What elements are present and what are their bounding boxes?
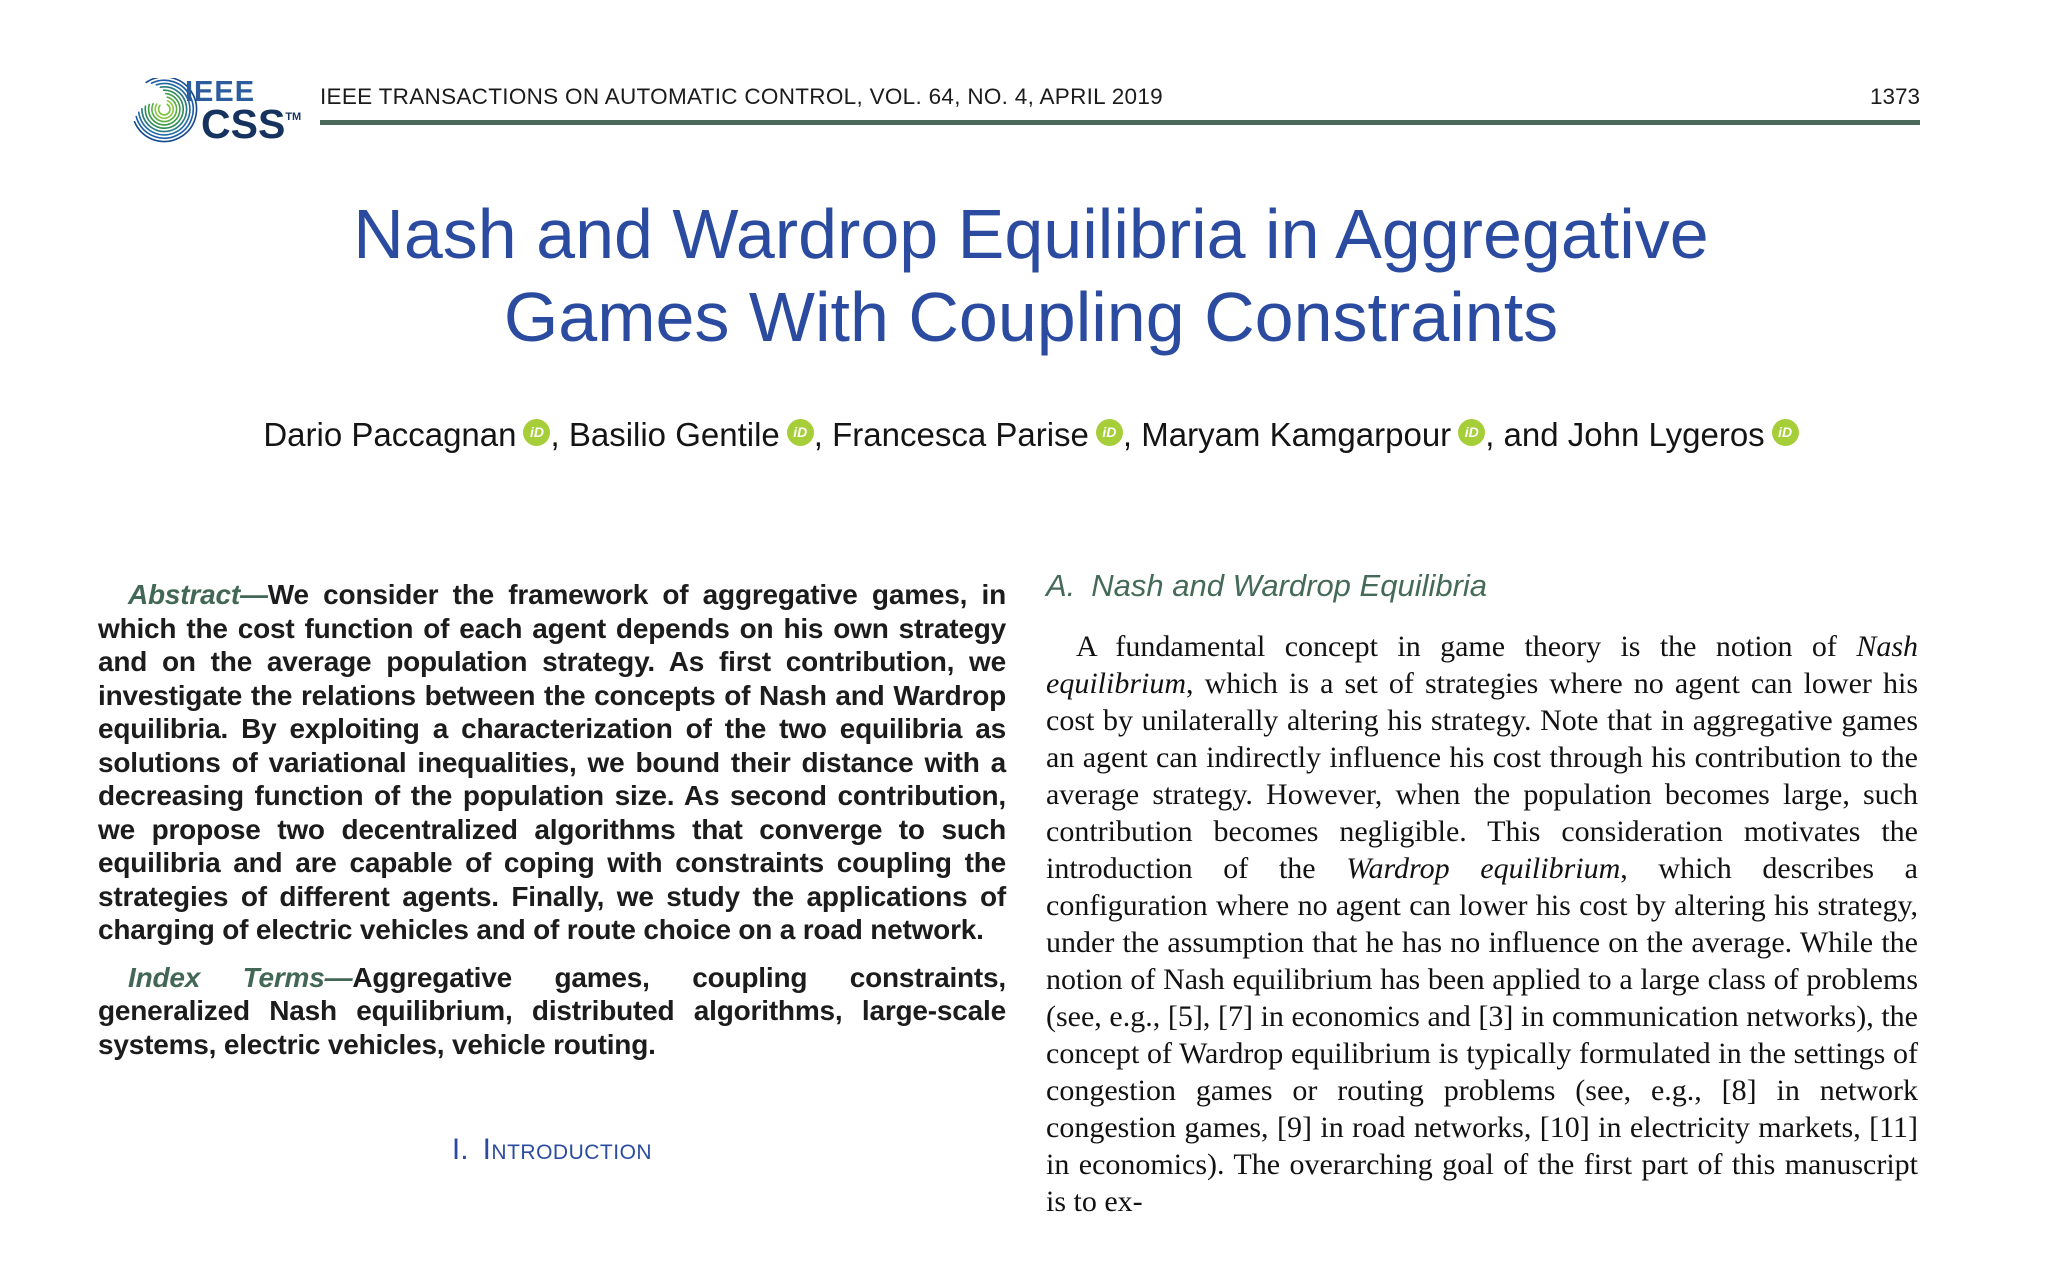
index-terms-text: Aggregative games, coupling constraints, generalized Nash equilibrium, distributed algorithms, large-scale systems, electric vehicles, vehicle routing. (98, 961, 1006, 1060)
orcid-icon[interactable]: iD (523, 419, 550, 446)
abstract-paragraph (98, 578, 1006, 947)
author-name: Dario Paccagnan (263, 416, 517, 453)
author-name: Maryam Kamgarpour (1141, 416, 1452, 453)
left-column (98, 578, 1006, 1192)
logo-css-label: CSS (201, 101, 286, 147)
abstract-text: We consider the framework of aggregative games, in which the cost function of each agent depends on his own strategy and on the average population strategy. As first contribution, we investigate the relations between the concepts of Nash and Wardrop equilibria. By exploiting a characterization of the two equilibria as solutions of variational inequalities, we bound their distance with a decreasing function of the population size. As second contribution, we propose two decentralized algorithms that converge to such equilibria and are capable of coping with constraints coupling the strategies of different agents. Finally, we study the applications of charging of electric vehicles and of route choice on a road network. (98, 579, 1006, 945)
section-title: Introduction (482, 1133, 653, 1166)
orcid-icon[interactable]: iD (1096, 419, 1123, 446)
paper-title (0, 193, 2062, 359)
paper-title-line1: Nash and Wardrop Equilibria in Aggregative (353, 194, 1709, 273)
index-terms-label: Index Terms— (128, 961, 353, 993)
subsection-number: A. (1046, 568, 1076, 603)
body-paragraph: A fundamental concept in game theory is the notion of Nash equilibrium, which is a set of strategies where no agent can lower his cost by unilaterally altering his strategy. Note that in aggregative games an agent can indirectly influence his cost through his contribution to the average strategy. However, when the population becomes large, such contribution becomes negligible. This consideration motivates the introduction of the Wardrop equilibrium, which describes a configuration where no agent can lower his cost by altering his strategy, under the assumption that he has no influence on the average. While the notion of Nash equilibrium has been applied to a large class of problems (see, e.g., [5], [7] in economics and [3] in communication networks), the concept of Wardrop equilibrium is typically formulated in the settings of congestion games or routing problems (see, e.g., [8] in network congestion games, [9] in road networks, [10] in electricity markets, [11] in economics). The overarching goal of the first part of this manuscript is to ex- (1046, 630, 1918, 1218)
ieee-css-logo (112, 76, 342, 148)
paper-title-line2: Games With Coupling Constraints (503, 277, 1559, 356)
index-terms-paragraph (98, 961, 1006, 1062)
author-name: John Lygeros (1567, 416, 1765, 453)
author-separator: , (813, 416, 833, 453)
page-number: 1373 (1869, 84, 1920, 109)
orcid-icon[interactable]: iD (1772, 419, 1799, 446)
author-separator: , (550, 416, 569, 453)
author-line (0, 416, 2062, 454)
section-heading-introduction (98, 1133, 1006, 1167)
author-name: Francesca Parise (832, 416, 1089, 453)
author-separator: , and (1485, 416, 1568, 453)
logo-css-text (201, 101, 301, 148)
logo-ieee-text: IEEE (185, 76, 256, 108)
subsection-heading-a (1046, 568, 1918, 604)
orcid-icon[interactable]: iD (1458, 419, 1485, 446)
author-separator: , (1122, 416, 1142, 453)
section-number: I. (451, 1133, 469, 1166)
orcid-icon[interactable]: iD (787, 419, 814, 446)
trademark-symbol: TM (285, 111, 302, 123)
header-rule (320, 120, 1920, 125)
subsection-title: Nash and Wardrop Equilibria (1091, 568, 1488, 603)
right-column (1046, 568, 1918, 1220)
abstract-label: Abstract— (128, 579, 268, 610)
journal-header: IEEE TRANSACTIONS ON AUTOMATIC CONTROL, VOL. 64, NO. 4, APRIL 2019 (320, 84, 1163, 109)
author-name: Basilio Gentile (568, 416, 780, 453)
